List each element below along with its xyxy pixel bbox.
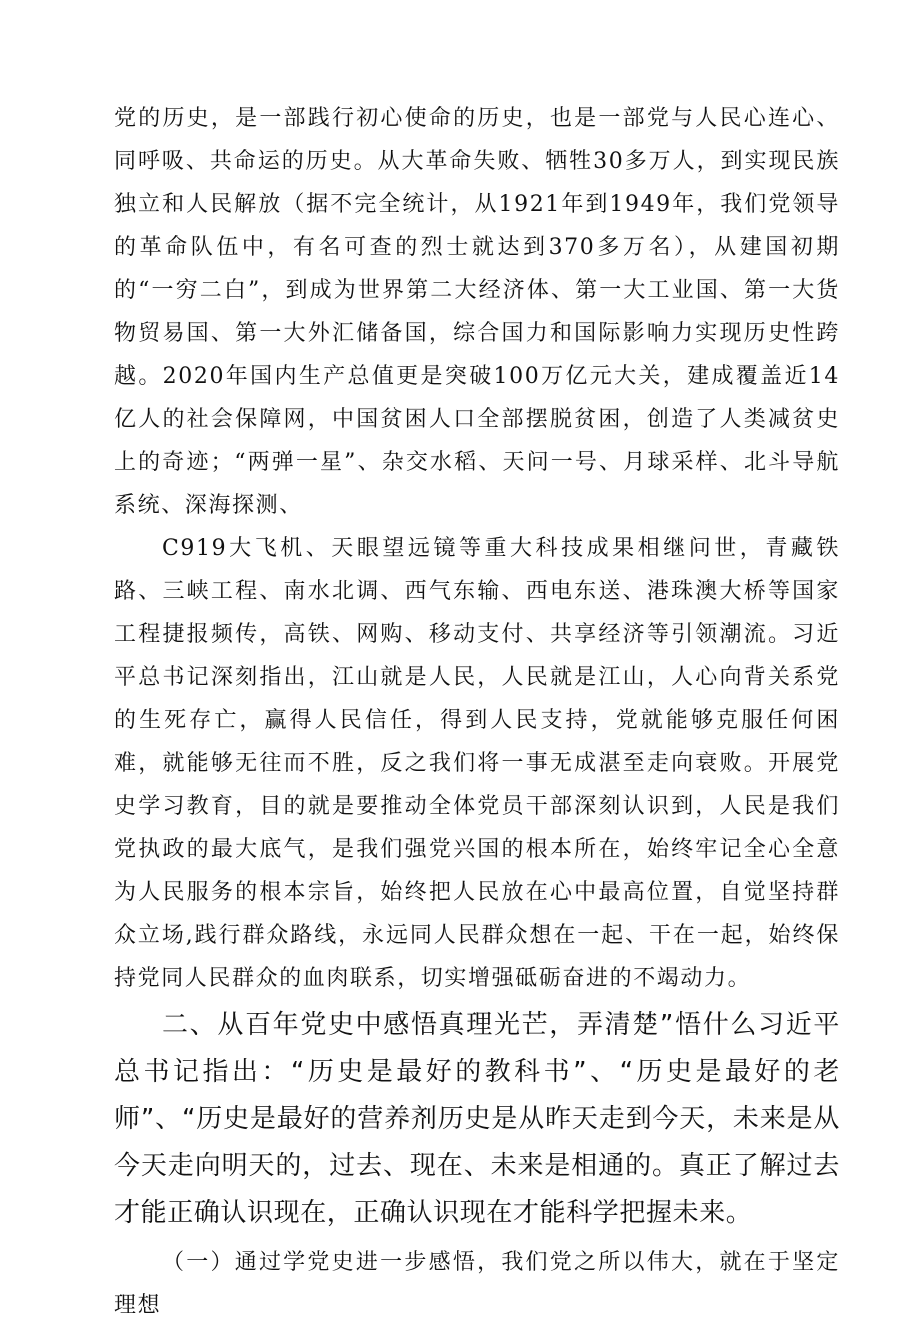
- section-heading: 二、从百年党史中感悟真理光芒，弄清楚”悟什么习近平总书记指出：“历史是最好的教科书”、“历史是最好的老师”、“历史是最好的营养剂历史是从昨天走到今天，未来是从今天走向明天的，过去、现在、未来是相通的。真正了解过去才能正确认识现在，正确认识现在才能科学把握未来。: [114, 1010, 840, 1228]
- body-paragraph-2: C919大飞机、天眼望远镜等重大科技成果相继问世，青藏铁路、三峡工程、南水北调、西气东输、西电东送、港珠澳大桥等国家工程捷报频传，高铁、网购、移动支付、共享经济等引领潮流。习近平总书记深刻指出，江山就是人民，人民就是江山，人心向背关系党的生死存亡，赢得人民信任，得到人民支持，党就能够克服任何困难，就能够无往而不胜，反之我们将一事无成湛至走向衰败。开展党史学习教育，目的就是要推动全体党员干部深刻认识到，人民是我们党执政的最大底气，是我们强党兴国的根本所在，始终牢记全心全意为人民服务的根本宗旨，始终把人民放在心中最高位置，自觉坚持群众立场,践行群众路线，永远同人民群众想在一起、干在一起，始终保持党同人民群众的血肉联系，切实增强砥砺奋进的不竭动力。: [114, 536, 840, 991]
- subsection-paragraph: （一）通过学党史进一步感悟，我们党之所以伟大，就在于坚定理想: [114, 1250, 840, 1318]
- body-paragraph-1: 党的历史，是一部践行初心使命的历史，也是一部党与人民心连心、同呼吸、共命运的历史。从大革命失败、牺牲30多万人，到实现民族独立和人民解放（据不完全统计，从1921年到1949年，我们党领导的革命队伍中，有名可查的烈士就达到370多万名），从建国初期的“一穷二白”，到成为世界第二大经济体、第一大工业国、第一大货物贸易国、第一大外汇储备国，综合国力和国际影响力实现历史性跨越。2020年国内生产总值更是突破100万亿元大关，建成覆盖近14亿人的社会保障网，中国贫困人口全部摆脱贫困，创造了人类减贫史上的奇迹；“两弹一星”、杂交水稻、天问一号、月球采样、北斗导航系统、深海探测、: [114, 106, 840, 518]
